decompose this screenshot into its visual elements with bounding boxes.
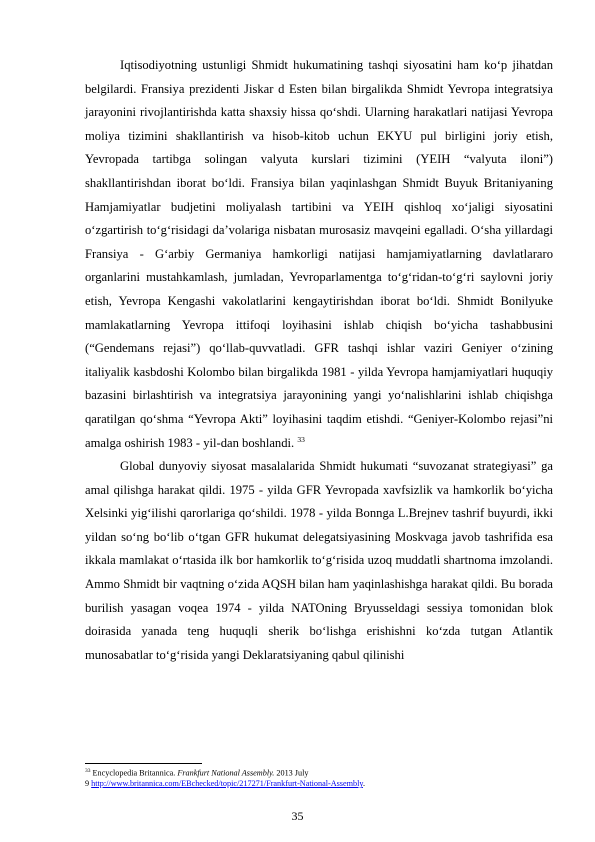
footnote-title: Frankfurt National Assembly. — [177, 768, 275, 778]
footnote-source: Encyclopedia Britannica. — [92, 768, 176, 778]
footnote-reference[interactable]: 33 — [297, 434, 305, 444]
footnote-date: 2013 July — [276, 768, 309, 778]
paragraph — [85, 54, 553, 455]
footnote-line-1 — [85, 766, 553, 779]
footnote-line-2 — [85, 779, 553, 790]
footnote-number: 33 — [85, 768, 91, 774]
footnote-separator — [85, 763, 202, 764]
paragraph-1-text: Iqtisodiyotning ustunligi Shmidt hukumatining tashqi siyosatini ham ko‘p jihatdan belgilardi. Fransiya prezidenti Jiskar d Esten bilan birgalikda Shmidt Yevropa integratsiya jarayonini rivojlantirishda katta shaxsiy hissa qo‘shdi. Ularning harakatlari natijasi Yevropa moliya tizimini shakllantirish va hisob-kitob uchun EKYU pul birligini joriy etish, Yevropada tartibga solingan valyuta kurslari tizimini (YEIH “valyuta iloni”) shakllantirishdan iborat bo‘ldi. Fransiya bilan yaqinlashgan Shmidt Buyuk Britaniyaning Hamjamiyatlar budjetini moliyalash tartibini va YEIH qishloq xo‘jaligi siyosatini o‘zgartirish to‘g‘risidagi da’volariga nisbatan murosasiz mavqeini egalladi. O‘sha yillardagi Fransiya - G‘arbiy Germaniya hamkorligi natijasi hamjamiyatlarning davlatlararo organlarini mustahkamlash, jumladan, Yevroparlamentga to‘g‘ridan-to‘g‘ri saylovni joriy etish, Yevropa Kengashi vakolatlarini kengaytirishdan iborat bo‘ldi. Shmidt Bonilyuke mamlakatlarning Yevropa ittifoqi loyihasini ishlab chiqish bo‘yicha tashabbusini (“Gendemans rejasi”) qo‘llab-quvvatladi. GFR tashqi ishlar vaziri Geniyer o‘zining italiyalik kasbdoshi Kolombo bilan birgalikda 1981 - yilda Yevropa hamjamiyatlari huquqiy bazasini birlashtirish va integratsiya jarayonining yangi yo‘nalishlarini ishlab chiqishga qaratilgan qo‘shma “Yevropa Akti” loyihasini taqdim etishdi. “Geniyer-Kolombo rejasi”ni amalga oshirish 1983 - yil-dan boshlandi. — [85, 58, 553, 450]
footnote-link[interactable]: http://www.britannica.com/EBchecked/topic/217271/Frankfurt-National-Assembly — [91, 779, 363, 789]
footnote — [85, 766, 553, 790]
paragraph: Global dunyoviy siyosat masalalarida Shmidt hukumati “suvozanat strategiyasi” ga amal qilishga harakat qildi. 1975 - yilda GFR Yevropada xavfsizlik va hamkorlik bo‘yicha Xelsinki yig‘ilishi qarorlariga qo‘shildi. 1978 - yilda Bonnga L.Brejnev tashrif buyurdi, ikki yildan so‘ng bo‘lib o‘tgan GFR hukumat delegatsiyasining Moskvaga javob tashrifida esa ikkala mamlakat o‘rtasida ilk bor hamkorlik to‘g‘risida uzoq muddatli shartnoma imzolandi. Ammo Shmidt bir vaqtning o‘zida AQSH bilan ham yaqinlashishga harakat qildi. Bu borada burilish yasagan voqea 1974 - yilda NATOning Bryusseldagi sessiya tomonidan blok doirasida yanada teng huquqli sherik bo‘lishga erishishni ko‘zda tutgan Atlantik munosabatlar to‘g‘risida yangi Deklaratsiyaning qabul qilinishi — [85, 459, 553, 662]
footnote-line2-prefix: 9 — [85, 779, 90, 789]
body-text — [85, 54, 553, 667]
page-number: 35 — [291, 809, 304, 823]
footnote-line2-suffix: . — [362, 779, 365, 789]
